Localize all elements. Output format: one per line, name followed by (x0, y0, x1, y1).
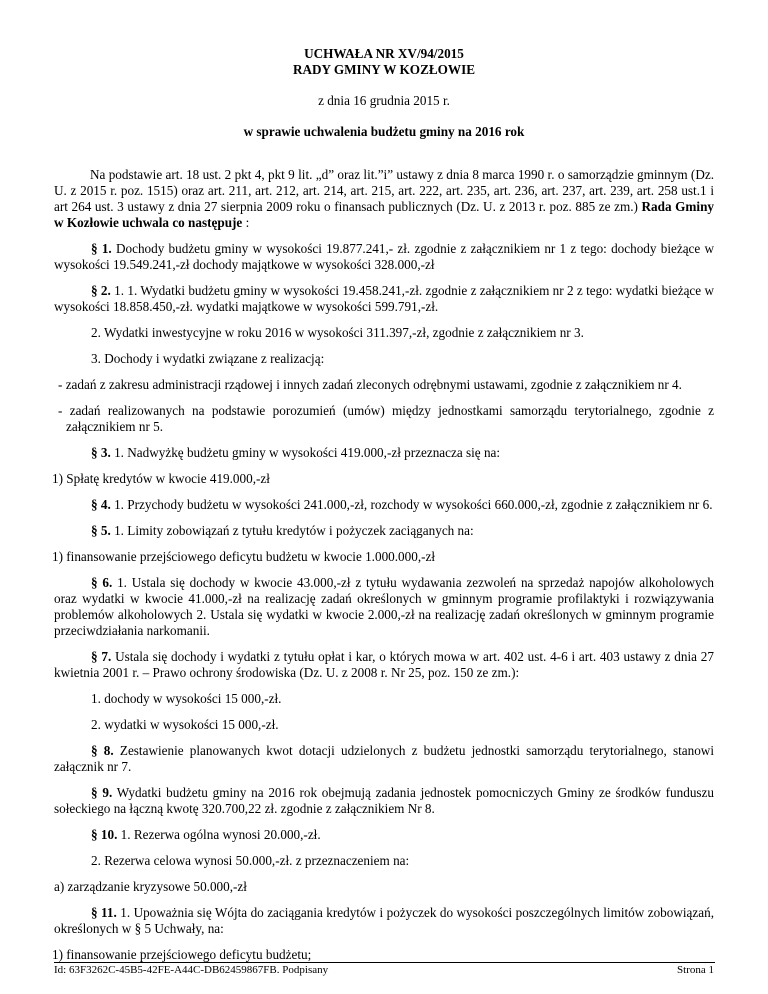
section-2-item-3a: - zadań z zakresu administracji rządowej i innych zadań zleconych odrębnymi ustawami, zgodnie z załącznikiem nr 4. (58, 377, 682, 392)
section-mark: § 7. (91, 649, 112, 664)
resolution-date: z dnia 16 grudnia 2015 r. (318, 93, 450, 108)
section-2: § 2. 1. 1. Wydatki budżetu gminy w wysokości 19.458.241,-zł. zgodnie z załącznikiem nr 2 z tego: wydatki bieżące w wysokości 18.858.450,-zł. wydatki majątkowe w wysokości 599.791,-zł. (54, 283, 714, 314)
section-8: § 8. Zestawienie planowanych kwot dotacji udzielonych z budżetu jednostki samorządu terytorialnego, stanowi załącznik nr 7. (54, 743, 714, 774)
section-mark: § 3. (91, 445, 111, 460)
section-2-item-3b: - zadań realizowanych na podstawie porozumień (umów) między jednostkami samorządu terytorialnego, zgodnie z załącznikiem nr 5. (58, 403, 714, 434)
section-6: § 6. 1. Ustala się dochody w kwocie 43.000,-zł z tytułu wydawania zezwoleń na sprzedaż napojów alkoholowych oraz wydatki w kwocie 41.000,-zł na realizację zadań określonych w gminnym programie profilaktyki i rozwiązywania problemów alkoholowych 2. Ustala się wydatki w kwocie 2.000,-zł na realizację zadań określonych w gminnym programie przeciwdziałania narkomanii. (54, 575, 715, 638)
page-number: Strona 1 (677, 964, 714, 976)
document-id: Id: 63F3262C-45B5-42FE-A44C-DB62459867FB. Podpisany (54, 964, 329, 976)
section-7: § 7. Ustala się dochody i wydatki z tytułu opłat i kar, o których mowa w art. 402 ust. 4-6 i art. 403 ustawy z dnia 27 kwietnia 2001 r. – Prawo ochrony środowiska (Dz. U. z 2008 r. Nr 25, poz. 150 ze zm.): (54, 649, 714, 680)
preamble: Na podstawie art. 18 ust. 2 pkt 4, pkt 9 lit. „d” oraz lit.”i” ustawy z dnia 8 marca 1990 r. o samorządzie gminnym (Dz. U. z 2015 r. poz. 1515) oraz art. 211, art. 212, art. 214, art. 215, art. 222, art. 235, art. 236, art. 237, art. 239, art. 258 ust.1 i art 264 ust. 3 ustawy z dnia 27 sierpnia 2009 roku o finansach publicznych (Dz. U. z 2013 r. poz. 885 ze zm.) Rada Gminy w Kozłowie uchwala co następuje : (54, 167, 714, 230)
footer-divider (54, 962, 715, 963)
section-10: § 10. 1. Rezerwa ogólna wynosi 20.000,-zł. (91, 827, 321, 842)
section-mark: § 11. (91, 905, 117, 920)
section-11: § 11. 1. Upoważnia się Wójta do zaciągania kredytów i pożyczek do wysokości poszczególnych limitów zobowiązań, określonych w § 5 Uchwały, na: (54, 905, 714, 936)
section-2-item-3: 3. Dochody i wydatki związane z realizacją: (91, 351, 325, 366)
section-mark: § 6. (91, 575, 113, 590)
section-7-item-1: 1. dochody w wysokości 15 000,-zł. (91, 691, 282, 706)
council-name: RADY GMINY W KOZŁOWIE (292, 62, 476, 77)
section-mark: § 10. (91, 827, 118, 842)
section-mark: § 2. (91, 283, 111, 298)
section-10-item-2a: a) zarządzanie kryzysowe 50.000,-zł (54, 879, 247, 894)
document-body (54, 167, 714, 973)
section-mark: § 1. (91, 241, 112, 256)
section-10-item-2: 2. Rezerwa celowa wynosi 50.000,-zł. z przeznaczeniem na: (91, 853, 410, 868)
section-5-item-1: 1) finansowanie przejściowego deficytu budżetu w kwocie 1.000.000,-zł (52, 549, 436, 564)
resolution-subject: w sprawie uchwalenia budżetu gminy na 2016 rok (243, 124, 525, 139)
section-9: § 9. Wydatki budżetu gminy na 2016 rok obejmują zadania jednostek pomocniczych Gminy ze środków funduszu sołeckiego na łączną kwotę 320.700,22 zł. zgodnie z załącznikiem Nr 8. (54, 785, 714, 816)
section-2-item-2: 2. Wydatki inwestycyjne w roku 2016 w wysokości 311.397,-zł, zgodnie z załącznikiem nr 3. (91, 325, 584, 340)
section-7-item-2: 2. wydatki w wysokości 15 000,-zł. (91, 717, 279, 732)
resolution-title: UCHWAŁA NR XV/94/2015 (304, 46, 464, 61)
section-3-item-1: 1) Spłatę kredytów w kwocie 419.000,-zł (52, 471, 270, 486)
section-mark: § 4. (91, 497, 111, 512)
section-mark: § 5. (91, 523, 111, 538)
section-mark: § 9. (91, 785, 113, 800)
section-11-item-1: 1) finansowanie przejściowego deficytu budżetu; (52, 947, 312, 962)
section-5: § 5. 1. Limity zobowiązań z tytułu kredytów i pożyczek zaciąganych na: (91, 523, 474, 538)
section-mark: § 8. (91, 743, 114, 758)
section-3: § 3. 1. Nadwyżkę budżetu gminy w wysokości 419.000,-zł przeznacza się na: (91, 445, 501, 460)
preamble-enactment: Rada Gminy w Kozłowie uchwala co następuje (54, 199, 714, 230)
section-4: § 4. 1. Przychody budżetu w wysokości 241.000,-zł, rozchody w wysokości 660.000,-zł, zgodnie z załącznikiem nr 6. (91, 497, 713, 512)
section-1: § 1. Dochody budżetu gminy w wysokości 19.877.241,- zł. zgodnie z załącznikiem nr 1 z tego: dochody bieżące w wysokości 19.549.241,-zł dochody majątkowe w wysokości 328.000,-zł (54, 241, 715, 272)
